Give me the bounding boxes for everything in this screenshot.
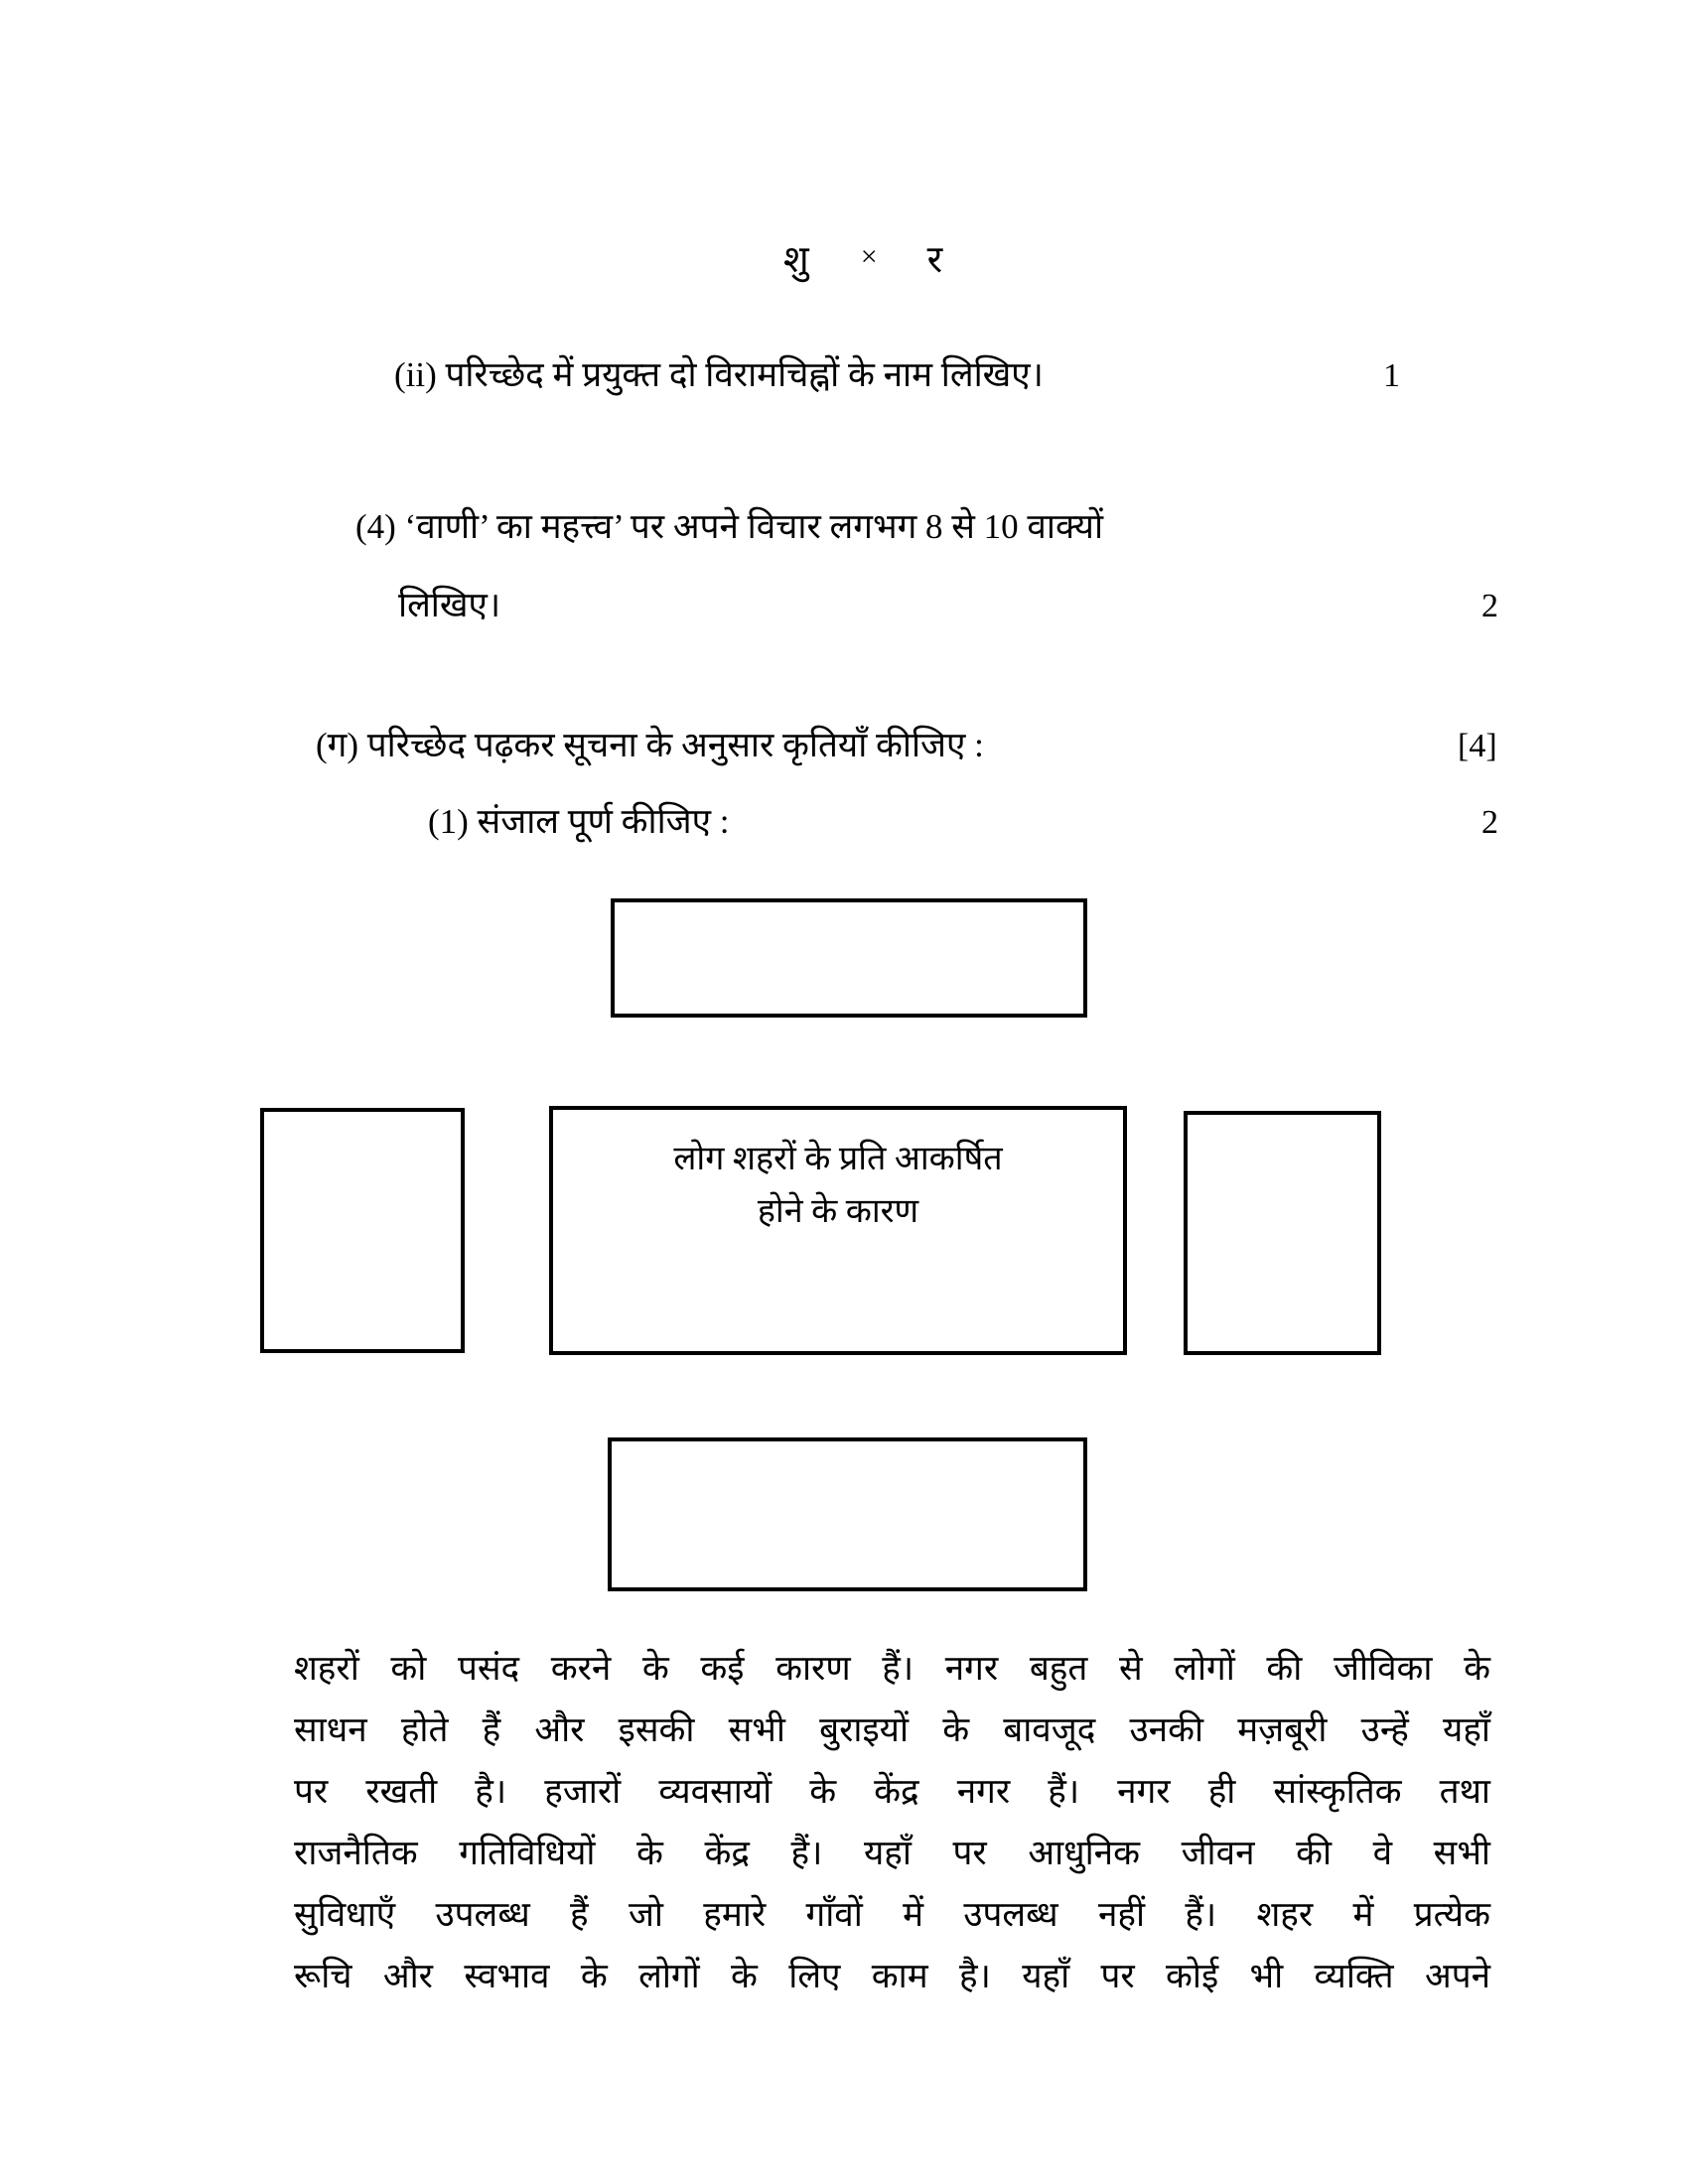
sanjal-box-right[interactable] bbox=[1184, 1111, 1381, 1355]
question-4-line-2: लिखिए। bbox=[398, 586, 501, 624]
passage-line-2: साधन होते हैं और इसकी सभी बुराइयों के बावजूद उनकी मज़बूरी उन्हें यहाँ bbox=[294, 1710, 1490, 1749]
sanjal-box-bottom[interactable] bbox=[608, 1437, 1087, 1591]
question-4-marks: 2 bbox=[1481, 588, 1498, 624]
page-header bbox=[0, 204, 1688, 317]
header-glyph-3: र bbox=[926, 239, 943, 281]
header-glyph-2: × bbox=[860, 240, 878, 273]
header-glyph-1: शु bbox=[782, 239, 809, 281]
sanjal-box-top[interactable] bbox=[611, 898, 1087, 1018]
question-ga-marks: [4] bbox=[1458, 728, 1497, 764]
sanjal-box-center bbox=[549, 1106, 1127, 1355]
question-ga-1-marks: 2 bbox=[1481, 804, 1498, 841]
passage-line-4: राजनैतिक गतिविधियों के केंद्र हैं। यहाँ पर आधुनिक जीवन की वे सभी bbox=[294, 1834, 1490, 1872]
sanjal-center-line-1: लोग शहरों के प्रति आकर्षित bbox=[673, 1141, 1003, 1177]
question-ga-1-text: (1) संजाल पूर्ण कीजिए : bbox=[428, 802, 730, 841]
question-4-line-1: (4) ‘वाणी’ का महत्त्व’ पर अपने विचार लगभग 8 से 10 वाक्यों bbox=[355, 507, 1104, 546]
passage-line-5: सुविधाएँ उपलब्ध हैं जो हमारे गाँवों में उपलब्ध नहीं हैं। शहर में प्रत्येक bbox=[294, 1895, 1490, 1934]
sanjal-center-line-2: होने के कारण bbox=[757, 1192, 919, 1230]
passage-line-1: शहरों को पसंद करने के कई कारण हैं। नगर बहुत से लोगों की जीविका के bbox=[294, 1649, 1490, 1688]
passage-line-6: रूचि और स्वभाव के लोगों के लिए काम है। यहाँ पर कोई भी व्यक्ति अपने bbox=[294, 1957, 1490, 1995]
passage-line-3: पर रखती है। हजारों व्यवसायों के केंद्र नगर हैं। नगर ही सांस्कृतिक तथा bbox=[294, 1772, 1490, 1811]
question-ii-text: (ii) परिच्छेद में प्रयुक्त दो विरामचिह्नों के नाम लिखिए। bbox=[394, 355, 1044, 394]
sanjal-box-left[interactable] bbox=[260, 1108, 465, 1353]
question-ii-marks: 1 bbox=[1383, 357, 1400, 394]
passage-paragraph bbox=[294, 1638, 1490, 2007]
question-ga-text: (ग) परिच्छेद पढ़कर सूचना के अनुसार कृतियाँ कीजिए : bbox=[316, 726, 984, 764]
